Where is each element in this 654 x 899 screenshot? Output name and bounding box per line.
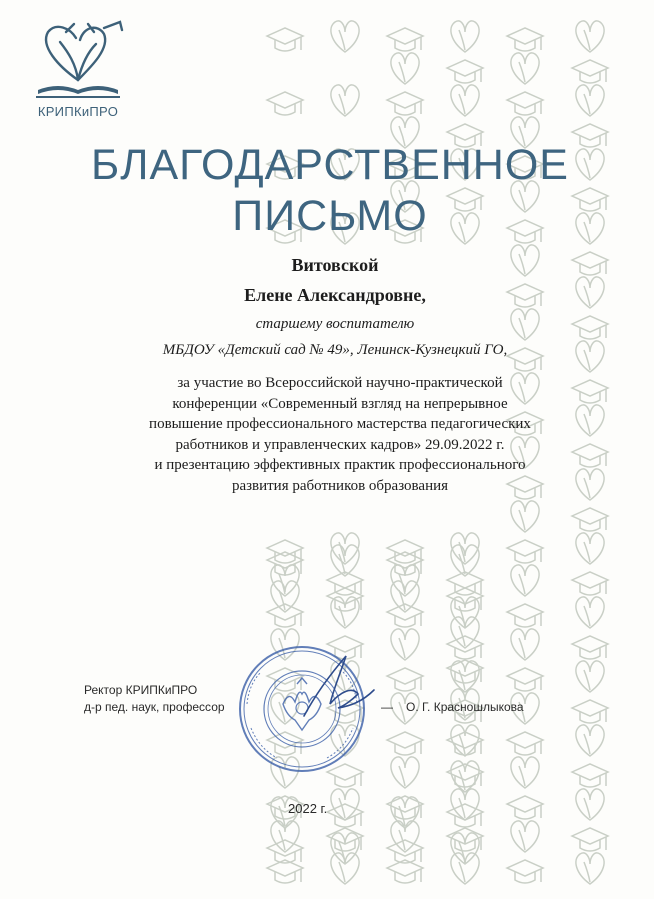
recipient-name: Елене Александровне,: [244, 285, 426, 305]
graduation-cap-pattern-icon: [572, 636, 608, 659]
recipient-position: старшему воспитателю: [255, 316, 415, 332]
graduation-cap-pattern-icon: [387, 92, 423, 115]
heart-emblem-pattern-icon: [331, 853, 359, 884]
signatory-degree: д-р пед. наук, профессор: [84, 700, 225, 714]
graduation-cap-pattern-icon: [267, 92, 303, 115]
heart-emblem-pattern-icon: [576, 405, 604, 436]
heart-emblem-pattern-icon: [451, 533, 479, 564]
signatory-name: О. Г. Красношлыкова: [406, 700, 524, 714]
graduation-cap-pattern-icon: [267, 28, 303, 51]
graduation-cap-pattern-icon: [572, 828, 608, 851]
heart-emblem-pattern-icon: [576, 661, 604, 692]
signatory-title: Ректор КРИПКиПРО: [84, 683, 198, 697]
graduation-cap-pattern-icon: [507, 732, 543, 755]
heart-emblem-pattern-icon: [576, 469, 604, 500]
heart-emblem-pattern-icon: [576, 789, 604, 820]
heart-emblem-pattern-icon: [576, 21, 604, 52]
graduation-cap-pattern-icon: [572, 764, 608, 787]
graduation-cap-pattern-icon: [507, 860, 543, 883]
body-line: повышение профессионального мастерства педагогических: [149, 416, 531, 432]
letter-title-line-2: ПИСЬМО: [232, 192, 428, 240]
document-year: 2022 г.: [288, 801, 328, 816]
heart-emblem-pattern-icon: [451, 85, 479, 116]
heart-emblem-pattern-icon: [451, 617, 479, 648]
heart-emblem-pattern-icon: [331, 21, 359, 52]
heart-emblem-pattern-icon: [391, 629, 419, 660]
graduation-cap-pattern-icon: [572, 444, 608, 467]
body-line: за участие во Всероссийской научно-практической: [177, 375, 503, 391]
logo-text: КРИПКиПРО: [37, 104, 119, 119]
handwritten-signature-icon: [300, 650, 380, 730]
heart-emblem-pattern-icon: [511, 757, 539, 788]
heart-emblem-pattern-icon: [451, 21, 479, 52]
heart-emblem-pattern-icon: [391, 757, 419, 788]
recipient-surname: Витовской: [291, 255, 379, 275]
heart-emblem-pattern-icon: [391, 53, 419, 84]
graduation-cap-pattern-icon: [507, 604, 543, 627]
graduation-cap-pattern-icon: [507, 92, 543, 115]
recipient-organization: МБДОУ «Детский сад № 49», Ленинск-Кузнецкий ГО,: [162, 342, 508, 358]
heart-emblem-pattern-icon: [451, 853, 479, 884]
graduation-cap-pattern-icon: [387, 28, 423, 51]
heart-emblem-pattern-icon: [511, 821, 539, 852]
graduation-cap-pattern-icon: [572, 60, 608, 83]
graduation-cap-pattern-icon: [507, 668, 543, 691]
heart-emblem-pattern-icon: [576, 597, 604, 628]
body-line: работников и управленческих кадров» 29.09.2022 г.: [175, 436, 505, 453]
body-line: конференции «Современный взгляд на непрерывное: [172, 395, 508, 412]
body-line: и презентацию эффективных практик профессионального: [154, 457, 526, 473]
heart-book-logo-icon: [30, 18, 126, 106]
heart-emblem-pattern-icon: [576, 85, 604, 116]
graduation-cap-pattern-icon: [387, 732, 423, 755]
graduation-cap-pattern-icon: [572, 700, 608, 723]
heart-emblem-pattern-icon: [511, 53, 539, 84]
letter-title-line-1: БЛАГОДАРСТВЕННОЕ: [91, 141, 569, 189]
heart-emblem-pattern-icon: [331, 533, 359, 564]
heart-emblem-pattern-icon: [576, 853, 604, 884]
heart-emblem-pattern-icon: [511, 629, 539, 660]
heart-emblem-pattern-icon: [511, 501, 539, 532]
heart-emblem-pattern-icon: [511, 565, 539, 596]
heart-emblem-pattern-icon: [331, 85, 359, 116]
heart-emblem-pattern-icon: [576, 725, 604, 756]
graduation-cap-pattern-icon: [507, 540, 543, 563]
graduation-cap-pattern-icon: [572, 380, 608, 403]
graduation-cap-pattern-icon: [447, 60, 483, 83]
graduation-cap-pattern-icon: [387, 668, 423, 691]
graduation-cap-pattern-icon: [572, 572, 608, 595]
body-line: развития работников образования: [231, 477, 449, 494]
graduation-cap-pattern-icon: [507, 28, 543, 51]
signature-dash: —: [381, 700, 393, 714]
letter-body: [110, 373, 570, 496]
graduation-cap-pattern-icon: [572, 508, 608, 531]
graduation-cap-pattern-icon: [507, 796, 543, 819]
heart-emblem-pattern-icon: [576, 533, 604, 564]
logo: [24, 18, 132, 126]
